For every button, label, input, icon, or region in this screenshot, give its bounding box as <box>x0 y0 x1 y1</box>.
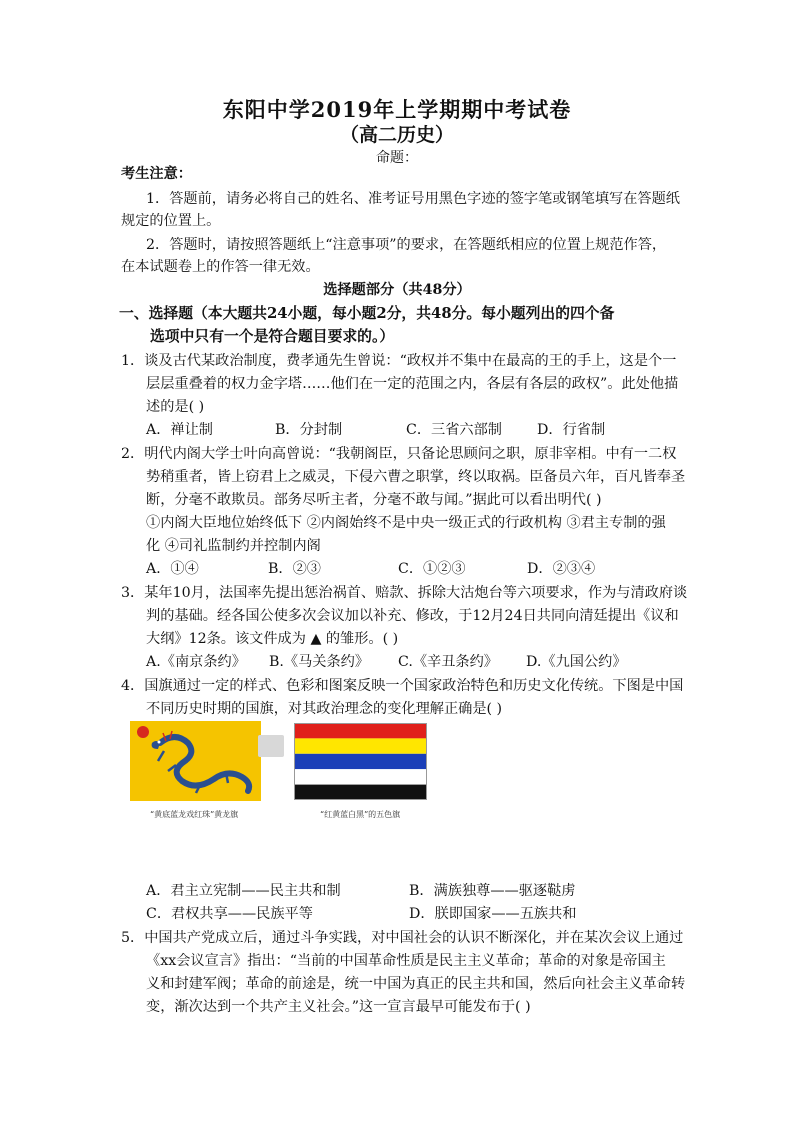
q1-option-c[interactable]: C．三省六部制 <box>406 422 502 438</box>
exam-title: 东阳中学2019年上学期期中考试卷 <box>222 97 572 122</box>
notice-heading: 考生注意： <box>121 166 192 182</box>
five-color-flag <box>294 723 427 800</box>
question-1-line-3: 述的是( ) <box>146 399 205 415</box>
question-1: 1．谈及古代某政治制度，费孝通先生曾说：“政权并不集中在最高的王的手上，这是个一 <box>121 353 677 369</box>
dragon-flag-icon <box>130 721 261 801</box>
author-line: 命题： <box>376 150 418 166</box>
question-5-line-2: 《xx会议宣言》指出：“当前的中国革命性质是民主主义革命；革命的对象是帝国主 <box>146 953 666 969</box>
q4-option-c[interactable]: C．君权共享——民族平等 <box>146 906 313 922</box>
q4-option-b[interactable]: B．满族独尊——驱逐鞑虏 <box>409 883 576 899</box>
question-3: 3．某年10月，法国率先提出惩治祸首、赔款、拆除大沽炮台等六项要求，作为与清政府谈 <box>121 585 688 601</box>
caption-five-color-flag: “红黄蓝白黑”的五色旗 <box>320 810 401 819</box>
q3-option-d[interactable]: D.《九国公约》 <box>526 654 627 670</box>
notice-item-1: 1．答题前，请务必将自己的姓名、准考证号用黑色字迹的签字笔或钢笔填写在答题纸 <box>146 191 680 207</box>
notice-item-2-cont: 在本试题卷上的作答一律无效。 <box>121 259 320 275</box>
section-heading: 一、选择题（本大题共24小题，每小题2分，共48分。每小题列出的四个备 <box>119 305 615 322</box>
question-2-statements: ①内阁大臣地位始终低下 ②内阁始终不是中央一级正式的行政机构 ③君主专制的强 <box>146 515 666 531</box>
q3-option-b[interactable]: B.《马关条约》 <box>269 654 370 670</box>
question-2-line-2: 势稍重者，皆上窃君上之威灵，下侵六曹之职掌，终以取祸。臣备员六年，百凡皆奉圣 <box>146 469 686 485</box>
question-5-line-3: 义和封建军阀；革命的前途是，统一中国为真正的民主共和国，然后向社会主义革命转 <box>146 976 686 992</box>
q3-option-a[interactable]: A.《南京条约》 <box>146 654 246 670</box>
five-stripe-flag-icon <box>294 723 427 800</box>
question-5: 5．中国共产党成立后，通过斗争实践，对中国社会的认识不断深化，并在某次会议上通过 <box>121 930 684 946</box>
part-title: 选择题部分（共48分） <box>323 282 471 298</box>
caption-dragon-flag: “黄底蓝龙戏红珠”黄龙旗 <box>150 810 239 819</box>
question-5-line-4: 变，渐次达到一个共产主义社会。”这一宣言最早可能发布于( ) <box>146 999 531 1015</box>
q4-option-d[interactable]: D．朕即国家——五族共和 <box>409 906 577 922</box>
q1-option-b[interactable]: B．分封制 <box>275 422 343 438</box>
section-heading-cont: 选项中只有一个是符合题目要求的。） <box>150 328 395 345</box>
q2-option-a[interactable]: A．①④ <box>146 561 199 577</box>
q2-option-d[interactable]: D．②③④ <box>527 561 596 577</box>
exam-subtitle: （高二历史） <box>339 124 454 146</box>
q3-option-c[interactable]: C.《辛丑条约》 <box>398 654 498 670</box>
notice-item-2: 2．答题时，请按照答题纸上“注意事项”的要求，在答题纸相应的位置上规范作答， <box>146 237 667 253</box>
question-1-line-2: 层层重叠着的权力金字塔……他们在一定的范围之内，各层有各层的政权”。此处他描 <box>146 376 679 392</box>
q2-option-c[interactable]: C．①②③ <box>398 561 466 577</box>
question-3-line-3: 大纲》12条。该文件成为 ▲ 的雏形。( ) <box>146 631 399 647</box>
question-2-line-3: 断，分毫不敢欺员。部务尽听主者，分毫不敢与闻。”据此可以看出明代( ) <box>146 492 602 508</box>
notice-item-1-cont: 规定的位置上。 <box>121 213 221 229</box>
question-2-statements-cont: 化 ④司礼监制约并控制内阁 <box>146 538 321 554</box>
q1-option-a[interactable]: A．禅让制 <box>146 422 213 438</box>
q1-option-d[interactable]: D．行省制 <box>537 422 606 438</box>
yellow-dragon-flag <box>130 721 261 801</box>
question-3-line-2: 判的基础。经各国公使多次会议加以补充、修改，于12月24日共同向清廷提出《议和 <box>146 608 679 624</box>
q4-option-a[interactable]: A．君主立宪制——民主共和制 <box>146 883 341 899</box>
blurred-watermark <box>258 735 284 757</box>
question-2: 2．明代内阁大学士叶向高曾说：“我朝阁臣，只备论思顾问之职，原非宰相。中有一二权 <box>121 446 677 462</box>
question-4: 4．国旗通过一定的样式、色彩和图案反映一个国家政治特色和历史文化传统。下图是中国 <box>121 678 684 694</box>
question-4-line-2: 不同历史时期的国旗，对其政治理念的变化理解正确是( ) <box>146 701 503 717</box>
q2-option-b[interactable]: B．②③ <box>268 561 321 577</box>
